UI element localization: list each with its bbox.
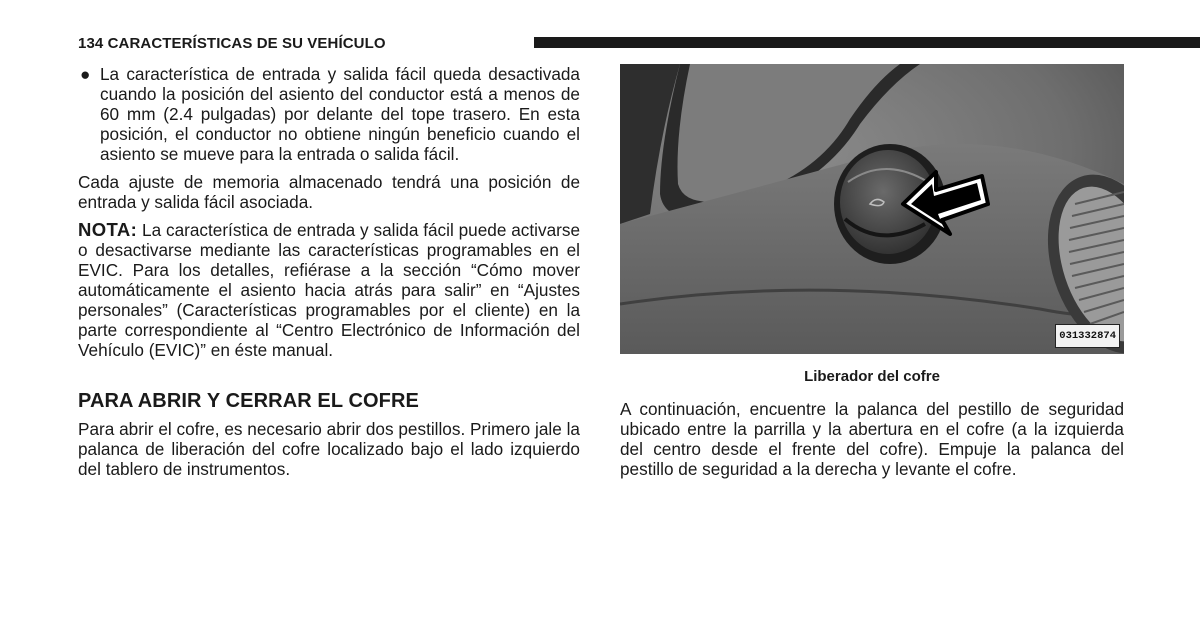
section-heading: PARA ABRIR Y CERRAR EL COFRE	[78, 390, 419, 412]
paragraph-memoria: Cada ajuste de memoria almacenado tendrá una posición de entrada y salida fácil asociada.	[78, 172, 580, 212]
page-header	[78, 32, 1124, 54]
header-rule	[534, 37, 1200, 48]
right-column	[620, 64, 1124, 487]
nota-paragraph	[78, 220, 580, 360]
paragraph-continuacion: A continuación, encuentre la palanca del pestillo de seguridad ubicado entre la parrilla y la abertura en el cofre (a la izquierda del centro desde el frente del cofre). Empuje la palanca del pestillo de seguridad a la derecha y levante el cofre.	[620, 399, 1124, 479]
bullet-text: La característica de entrada y salida fácil queda desactivada cuando la posición del asiento del conductor está a menos de 60 mm (2.4 pulgadas) por delante del tope trasero. En esta posición, el conductor no obtiene ningún beneficio cuando el asiento se mueve para la entrada o salida fácil.	[100, 64, 580, 164]
hood-release-photo	[620, 64, 1124, 354]
nota-text: La característica de entrada y salida fácil puede activarse o desactivarse mediante las características programables en el EVIC. Para los detalles, refiérase a la sección “Cómo mover automáticamente el asiento hacia atrás para salir” en “Ajustes personales” (Características programables por el cliente) en la parte correspondiente al “Centro Electrónico de Información del Vehículo (EVIC)” en éste manual.	[78, 220, 580, 360]
left-column	[78, 64, 580, 487]
figure-caption: Liberador del cofre	[804, 368, 940, 385]
page-title: 134 CARACTERÍSTICAS DE SU VEHÍCULO	[78, 35, 386, 52]
figure-code: 031332874	[1055, 324, 1120, 348]
paragraph-cofre: Para abrir el cofre, es necesario abrir dos pestillos. Primero jale la palanca de liberación del cofre localizado bajo el lado izquierdo del tablero de instrumentos.	[78, 419, 580, 479]
bullet-item	[78, 64, 580, 164]
bullet-dot-icon: ●	[80, 64, 91, 84]
hood-release-illustration	[620, 64, 1124, 354]
nota-label: NOTA:	[78, 219, 138, 240]
